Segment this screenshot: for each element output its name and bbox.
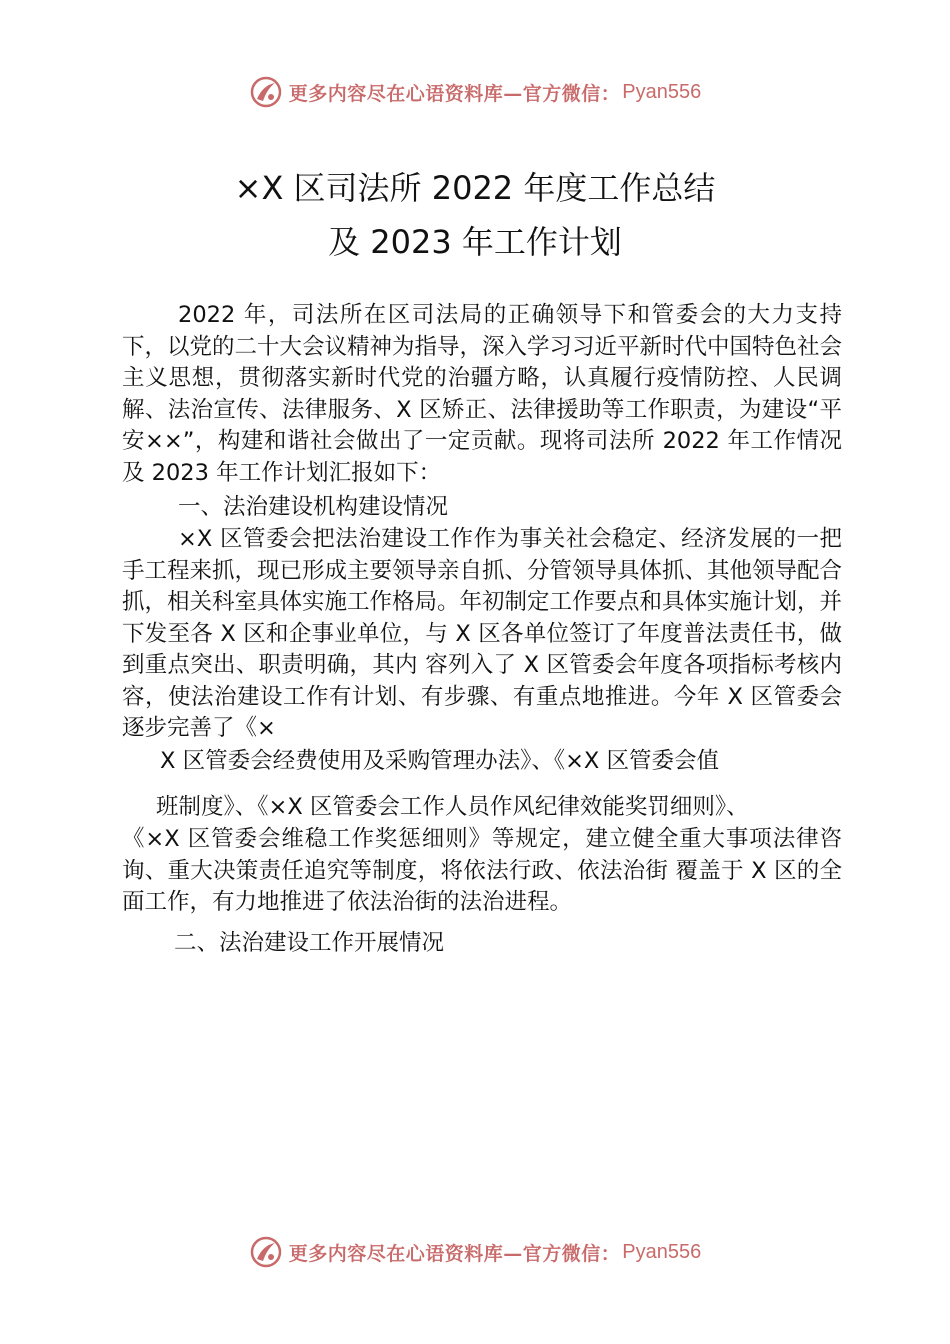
section1-paragraph: ×X 区管委会把法治建设工作作为事关社会稳定、经济发展的一把手工程来抓，现已形成主要领导亲自抓、分管领导具体抓、其他领导配合抓，相关科室具体实施工作格局。年初制定工作要点和具体实施计划，并下发至各 X 区和企事业单位，与 X 区各单位签订了年度普法责任书，做到重点突出、职责明确，其内 容列入了 X 区管委会年度各项指标考核内容，使法治建设工作有计划、有步骤、有重点地推进。今年 X 区管委会逐步完善了《× [122, 526, 843, 741]
brand-logo-icon [249, 75, 283, 109]
watermark-text: 更多内容尽在心语资料库—官方微信： [288, 82, 621, 105]
watermark-wechat-id: Pyan556 [622, 80, 702, 103]
document-title-line-1: ×X 区司法所 2022 年度工作总结 [234, 169, 716, 207]
section1-continuation-3: 《×X 区管委会维稳工作奖惩细则》等规定，建立健全重大事项法律咨询、重大决策责任追究等制度，将依法行政、依法治街 覆盖于 X 区的全面工作，有力地推进了依法治街的法治进程。 [122, 826, 842, 915]
section-heading-1: 一、法治建设机构建设情况 [178, 494, 449, 520]
header-watermark [0, 72, 950, 112]
footer-watermark [0, 1232, 950, 1272]
watermark-text: 更多内容尽在心语资料库—官方微信： [288, 1242, 621, 1265]
section1-continuation-2: 班制度》、《×X 区管委会工作人员作风纪律效能奖罚细则》、 [156, 794, 749, 820]
watermark-wechat-id: Pyan556 [622, 1240, 702, 1263]
brand-logo-icon [249, 1235, 283, 1269]
document-title-line-2: 及 2023 年工作计划 [328, 223, 622, 261]
intro-paragraph: 2022 年，司法所在区司法局的正确领导下和管委会的大力支持下，以党的二十大会议精神为指导，深入学习习近平新时代中国特色社会主义思想，贯彻落实新时代党的治疆方略，认真履行疫情防控、人民调解、法治宣传、法律服务、X 区矫正、法律援助等工作职责，为建设“平安××”，构建和谐社会做出了一定贡献。现将司法所 2022 年工作情况及 2023 年工作计划汇报如下： [122, 302, 843, 486]
section1-continuation-1: X 区管委会经费使用及采购管理办法》、《×X 区管委会值 [160, 748, 719, 774]
section-heading-2: 二、法治建设工作开展情况 [174, 930, 445, 956]
